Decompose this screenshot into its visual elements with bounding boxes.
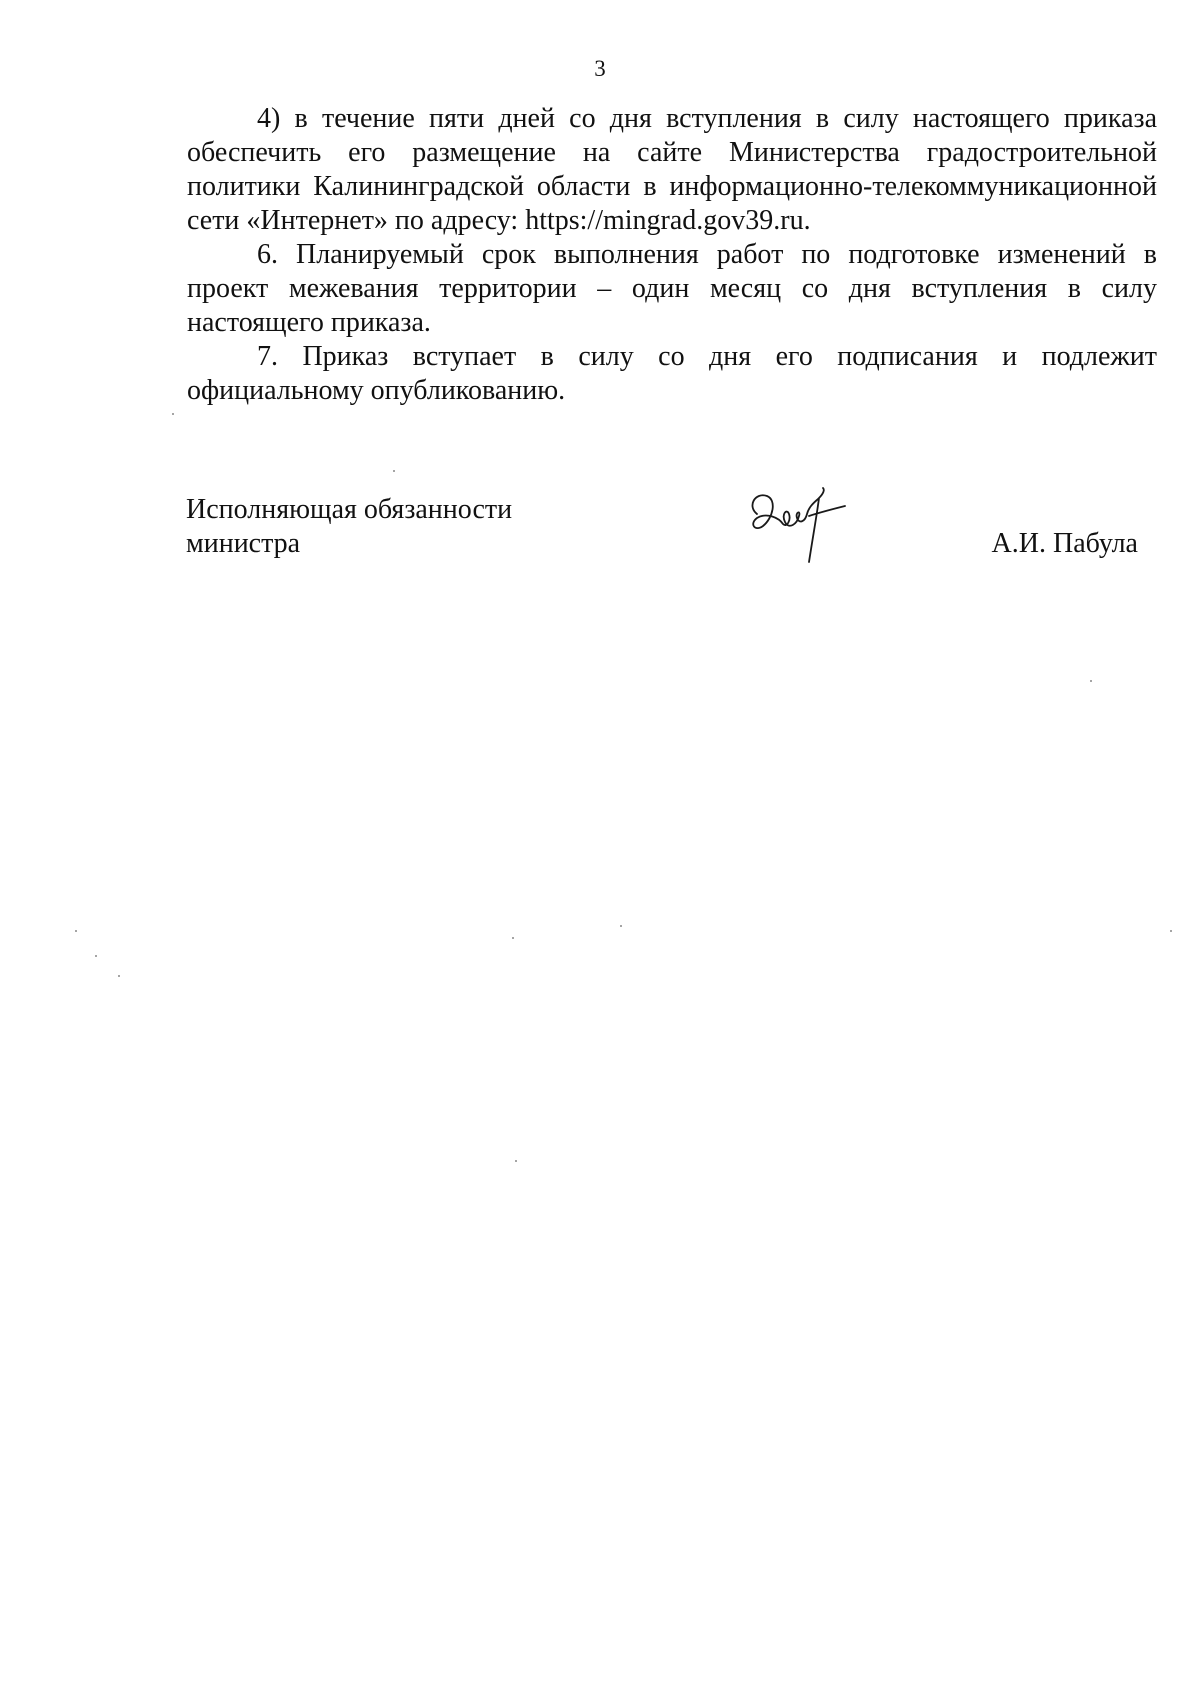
paragraph-item-6: 6. Планируемый срок выполнения работ по подготовке изменений в проект межевания территории – один месяц со дня вступления в силу настоящего приказа.: [187, 239, 1157, 338]
scan-speck: [393, 470, 395, 472]
signatory-position: [186, 493, 512, 561]
paragraph-item-4: 4) в течение пяти дней со дня вступления в силу настоящего приказа обеспечить его размещение на сайте Министерства градостроительной политики Калининградской области в информационно-телекоммуникационной сети «Интернет» по адресу: https://mingrad.gov39.ru.: [187, 103, 1157, 236]
scan-speck: [515, 1160, 517, 1162]
page-number: 3: [594, 56, 606, 81]
scan-speck: [512, 937, 514, 939]
signatory-position-line-1: Исполняющая обязанности: [186, 494, 513, 525]
paragraph-item-7: 7. Приказ вступает в силу со дня его подписания и подлежит официальному опубликованию.: [187, 341, 1157, 406]
handwritten-signature-icon: [745, 484, 855, 569]
scan-speck: [1170, 930, 1172, 932]
scan-speck: [172, 413, 174, 415]
signatory-name: А.И. Пабула: [991, 528, 1138, 559]
scan-speck: [620, 925, 622, 927]
scan-speck: [95, 955, 97, 957]
scan-speck: [118, 975, 120, 977]
document-body: [187, 102, 1157, 408]
scan-speck: [75, 930, 77, 932]
scan-speck: [1090, 680, 1092, 682]
signatory-position-line-2: министра: [186, 528, 301, 559]
